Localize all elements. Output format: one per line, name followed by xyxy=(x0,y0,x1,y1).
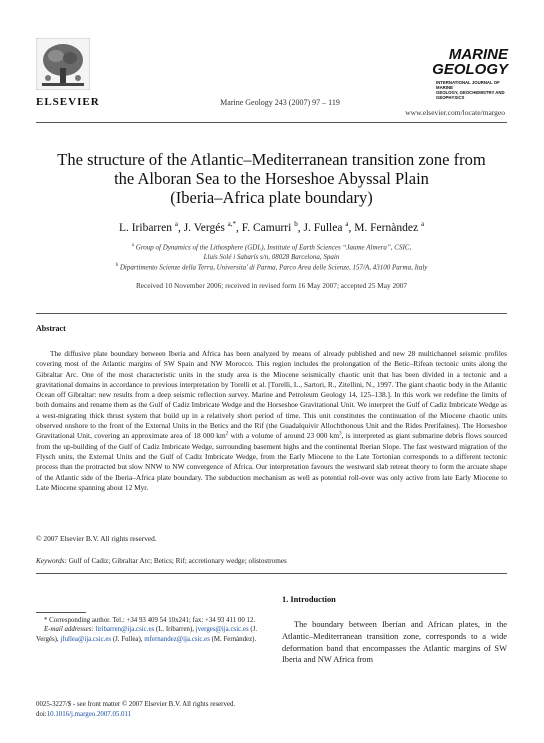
elsevier-tree-icon xyxy=(36,38,90,90)
affiliation-a xyxy=(36,243,507,251)
header-rule xyxy=(36,122,507,123)
keywords-text: Gulf of Cadiz; Gibraltar Arc; Betics; Rif; accretionary wedge; olistostromes xyxy=(66,557,287,565)
keywords-bottom-rule xyxy=(36,573,507,574)
introduction-text: The boundary between Iberian and African plates, in the Atlantic–Mediterranean transition zone, corresponds to a wide deformation band that encompasses the Atlantic margins of SW Iberia and NW Africa from xyxy=(282,620,507,665)
author-separator: , xyxy=(348,221,355,234)
author-affil-mark[interactable]: a xyxy=(420,220,425,228)
title-line-3: (Iberia–Africa plate boundary) xyxy=(170,188,373,207)
author-separator: , xyxy=(177,221,184,234)
abstract-body xyxy=(36,349,507,493)
author-affil-mark[interactable]: a xyxy=(345,220,349,228)
elsevier-logo xyxy=(36,38,98,108)
email-link[interactable]: liribarren@ija.csic.es xyxy=(95,626,155,634)
journal-logo-sub1: INTERNATIONAL JOURNAL OF MARINE xyxy=(436,80,500,90)
affiliation-text: Dipartimento Scienze della Terra, Universita' di Parma, Parco Area delle Scienze, 157/A, 43100 Parma, Italy xyxy=(119,263,428,272)
issn-line: 0025-3227/$ - see front matter © 2007 Elsevier B.V. All rights reserved. xyxy=(36,701,236,708)
email-owner: (J. Fullea), xyxy=(111,635,143,643)
footnote-rule xyxy=(36,612,86,613)
affiliation-mark: a xyxy=(131,243,135,248)
author-name: F. Camurri xyxy=(241,221,292,234)
email-label: E-mail addresses: xyxy=(44,626,94,634)
author-name: L. Iribarren xyxy=(118,221,172,234)
email-addresses xyxy=(36,625,268,644)
journal-url-link[interactable]: www.elsevier.com/locate/margeo xyxy=(405,108,505,117)
email-link[interactable]: jfullea@ija.csic.es xyxy=(60,635,112,643)
author-affil-mark[interactable]: a xyxy=(174,220,178,228)
article-title xyxy=(36,150,507,207)
corresponding-author: * Corresponding author. Tel.: +34 93 409 54 10x241; fax: +34 93 411 00 12. xyxy=(44,617,256,624)
front-matter xyxy=(36,700,286,720)
author-affil-mark[interactable]: b xyxy=(294,220,298,228)
journal-citation: Marine Geology 243 (2007) 97 – 119 xyxy=(220,98,340,107)
affiliation-text: Group of Dynamics of the Lithosphere (GDL), Institute of Earth Sciences “Jaume Almera”, CSIC, xyxy=(135,243,412,252)
abstract-text: The diffusive plate boundary between Iberia and Africa has been analyzed by means of already published and new 28 multichannel seismic profiles covering most of the Atlantic margins of SW Spain and NW Morocco. This region includes the prolongation of the Betic–Rifean tectonic units along the Gibraltar Arc. One of the most characteristic units in the study area is the Miocene seismically chaotic unit that has been divided in a tectonic and a gravitational domains in accordance to previous interpretation by Torelli et al. [Torelli, L., Sartori, R., Zitellini, N., 1997. The giant chaotic body in the Atlantic Ocean off Gibraltar: new results from a deep seismic reflection survey. Marine and Petroleum Geology 14, 125–138.]. In this work we redefine the limits of both domains and rename them as the Gulf of Cadiz Imbricate Wedge and the Horseshoe Gravitational Unit. We interpret the Gulf of Cadiz Imbricate Wedge as a west-migrating thick thrust system that build up in a relatively short period of time. This unit constitutes the continuation of the Miocene chaotic units observed onshore to the front of the External Units in the Betics and the Rif (the Guadalquivir Allochthonous Unit and the Rides Prerifaines). The Horseshoe Gravitational Unit, covering an approximate area of 18 000 km xyxy=(36,349,507,441)
abstract-heading: Abstract xyxy=(36,324,66,333)
abstract-superscript: 2 xyxy=(225,431,229,437)
author-separator: , xyxy=(236,221,242,234)
author-name: J. Vergés xyxy=(183,221,225,234)
publisher-name: ELSEVIER xyxy=(36,96,100,108)
abstract-superscript: 3 xyxy=(339,431,342,437)
abstract-text: with a volume of around 23 000 km xyxy=(228,431,340,441)
doi-label: doi: xyxy=(36,711,47,718)
email-owner: (J. Vergés), xyxy=(36,626,258,643)
journal-logo-subtitle xyxy=(420,80,508,100)
abstract-top-rule xyxy=(36,313,507,314)
doi-link[interactable]: 10.1016/j.margeo.2007.05.011 xyxy=(46,711,132,718)
received-dates: Received 10 November 2006; received in revised form 16 May 2007; accepted 25 May 2007 xyxy=(135,281,408,290)
author-separator: , xyxy=(297,221,304,234)
author-name: M. Fernàndez xyxy=(354,221,419,234)
author-name: J. Fullea xyxy=(303,221,343,234)
journal-logo-sub2: GEOLOGY, GEOCHEMISTRY AND GEOPHYSICS xyxy=(436,90,505,100)
email-owner: (M. Fernàndez). xyxy=(209,635,257,643)
author-affil-mark[interactable]: a,* xyxy=(227,220,237,228)
author-list xyxy=(36,220,507,234)
introduction-heading: 1. Introduction xyxy=(282,595,336,604)
email-link[interactable]: mfernandez@ija.csic.es xyxy=(144,635,210,643)
corresponding-author-footnote xyxy=(36,616,268,644)
title-line-1: The structure of the Atlantic–Mediterranean transition zone from xyxy=(57,150,486,169)
affiliation-mark: b xyxy=(115,263,119,268)
email-link[interactable]: jverges@ija.csic.es xyxy=(195,626,249,634)
journal-logo-line1: MARINE xyxy=(448,46,508,63)
abstract-copyright: © 2007 Elsevier B.V. All rights reserved. xyxy=(36,534,157,543)
affiliation-b xyxy=(36,263,507,271)
journal-logo xyxy=(420,47,508,100)
doi-line xyxy=(36,710,286,720)
email-owner: (L. Iribarren), xyxy=(154,626,194,634)
keywords xyxy=(36,557,507,565)
abstract-text: , is interpreted as giant submarine debris flows sourced from the up-building of the Gulf of Cadiz Imbricate Wedge, surrounding basement highs and the continental Iberian Slope. The fast westward migration of the Flysch units, the External Units and the Gulf of Cadiz Imbricate Wedge, from the Early Miocene to the Late Tortonian corresponds to a different tectonic process than the protracted but slow NNW to NW convergence of Africa. Our interpretation favours the westward slab retreat theory to form the arcuate shape of the Atlantic side of the Iberia–Africa plate boundary. The subduction mechanism as well as potential roll-over was only active from late Early Miocene to Late Miocene spanning about 12 Myr. xyxy=(36,431,507,492)
journal-logo-line2: GEOLOGY xyxy=(432,61,508,78)
keywords-label: Keywords: xyxy=(36,557,67,565)
affiliation-a-line2: Lluís Solé i Sabarís s/n, 08028 Barcelona, Spain xyxy=(203,253,340,261)
title-line-2: the Alboran Sea to the Horseshoe Abyssal Plain xyxy=(114,169,429,188)
